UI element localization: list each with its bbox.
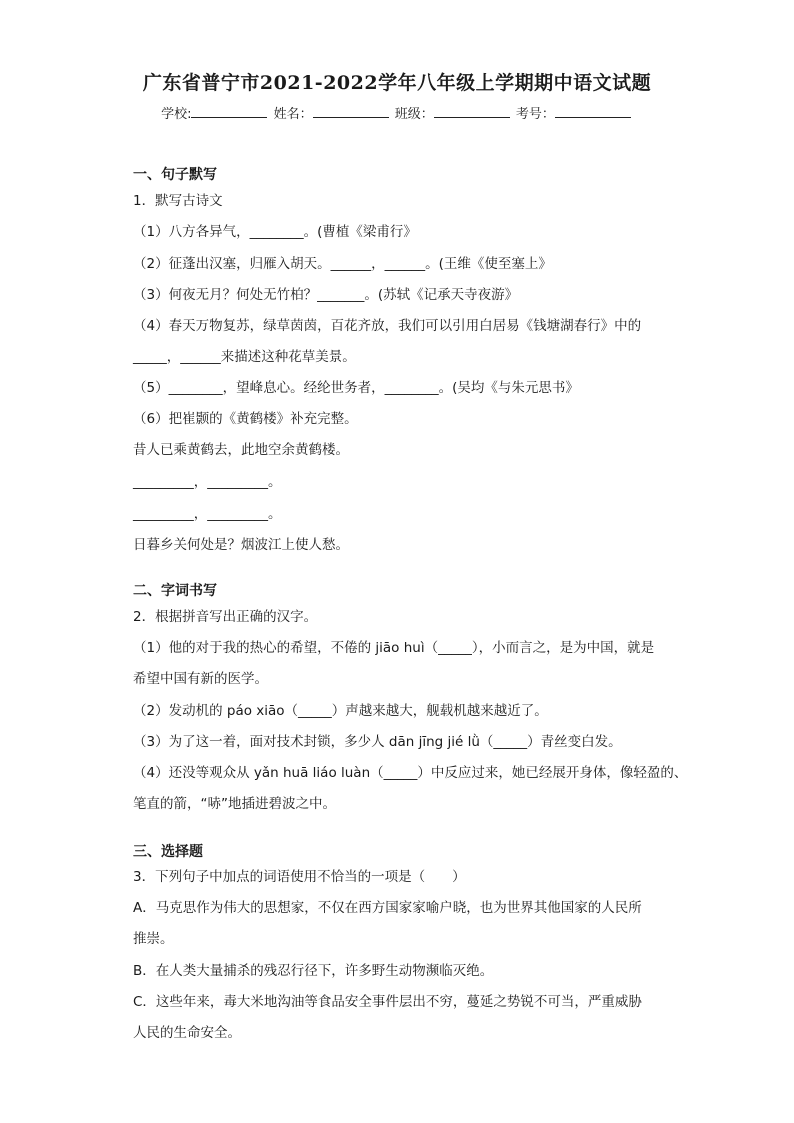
question-text: _________，_________。 <box>133 474 282 490</box>
question-text: （3）何夜无月？何处无竹柏？_______。(苏轼《记承天寺夜游》 <box>133 287 519 303</box>
page-title: 广东省普宁市2021-2022学年八年级上学期期中语文试题 <box>142 72 652 94</box>
question-text: 3．下列句子中加点的词语使用不恰当的一项是（ ） <box>133 869 466 885</box>
question-text: （2）发动机的 páo xiāo（_____）声越来越大，舰载机越来越近了。 <box>133 703 548 719</box>
question-text: 希望中国有新的医学。 <box>133 671 268 687</box>
question-text: 1．默写古诗文 <box>133 193 223 209</box>
class-blank[interactable] <box>434 105 510 118</box>
question-text: _____，______来描述这种花草美景。 <box>133 349 356 365</box>
question-text: 笔直的箭，“哧”地插进碧波之中。 <box>133 796 336 812</box>
question-text: _________，_________。 <box>133 506 282 522</box>
question-text: （1）八方各异气，________。(曹植《梁甫行》 <box>133 224 417 240</box>
question-text: 2．根据拼音写出正确的汉字。 <box>133 609 318 625</box>
option-a: A．马克思作为伟大的思想家，不仅在西方国家家喻户晓，也为世界其他国家的人民所 <box>133 900 642 916</box>
student-info-line <box>0 103 794 122</box>
name-blank[interactable] <box>313 105 389 118</box>
section-heading: 三、选择题 <box>133 844 203 860</box>
option-a-continued: 推崇。 <box>133 931 174 947</box>
section-heading: 一、句子默写 <box>133 167 217 183</box>
exam-number-blank[interactable] <box>555 105 631 118</box>
exam-number-label: 考号： <box>515 107 555 122</box>
school-label: 学校: <box>161 107 192 122</box>
class-label: 班级： <box>394 107 434 122</box>
question-text: （6）把崔颢的《黄鹤楼》补充完整。 <box>133 411 358 427</box>
option-c-continued: 人民的生命安全。 <box>133 1025 241 1041</box>
question-text: （5）________，望峰息心。经纶世务者，________。(吴均《与朱元思书》 <box>133 380 579 396</box>
option-c: C．这些年来，毒大米地沟油等食品安全事件层出不穷，蔓延之势锐不可当，严重威胁 <box>133 994 642 1010</box>
question-text: （4）春天万物复苏，绿草茵茵，百花齐放，我们可以引用白居易《钱塘湖春行》中的 <box>133 318 642 334</box>
question-text: 日暮乡关何处是？烟波江上使人愁。 <box>133 537 349 553</box>
question-text: 昔人已乘黄鹤去，此地空余黄鹤楼。 <box>133 442 349 458</box>
option-b: B．在人类大量捕杀的残忍行径下，许多野生动物濒临灭绝。 <box>133 963 494 979</box>
question-text: （1）他的对于我的热心的希望，不倦的 jiāo huì（_____），小而言之，是为中国，就是 <box>133 640 655 656</box>
question-text: （4）还没等观众从 yǎn huā liáo luàn（_____）中反应过来，她已经展开身体，像轻盈的、 <box>133 765 688 781</box>
question-text: （3）为了这一着，面对技术封锁，多少人 dān jīng jié lǜ（_____）青丝变白发。 <box>133 734 622 750</box>
name-label: 姓名： <box>273 107 313 122</box>
school-blank[interactable] <box>191 105 267 118</box>
section-heading: 二、字词书写 <box>133 583 217 599</box>
question-text: （2）征蓬出汉塞，归雁入胡天。______，______。(王维《使至塞上》 <box>133 256 552 272</box>
